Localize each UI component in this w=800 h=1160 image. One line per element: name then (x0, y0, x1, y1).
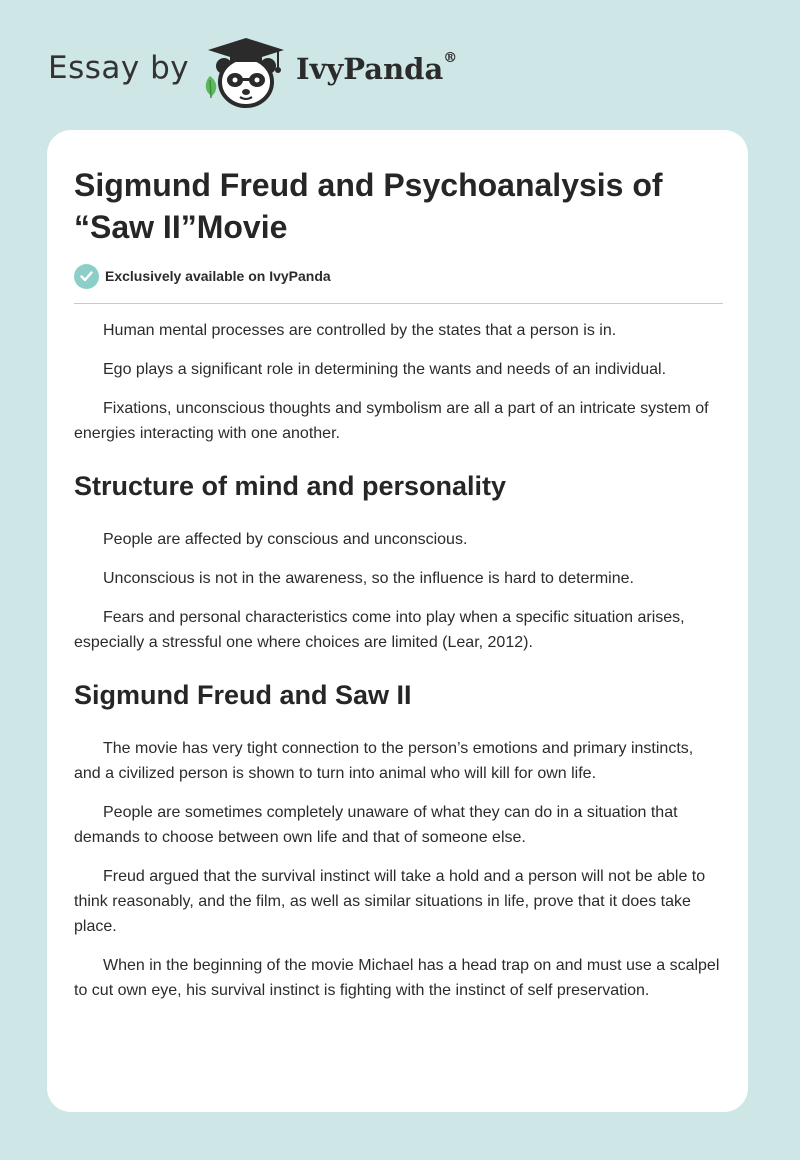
essay-by-label: Essay by (48, 50, 190, 86)
registered-mark: ® (443, 50, 458, 67)
essay-card (47, 130, 748, 1112)
paragraph: People are sometimes completely unaware of what they can do in a situation that demands to choose between own life and that of someone else. (74, 804, 678, 846)
exclusive-badge (74, 263, 331, 289)
essay-body (74, 318, 724, 1017)
paragraph: Unconscious is not in the awareness, so the influence is hard to determine. (103, 570, 634, 587)
paragraph: Freud argued that the survival instinct will take a hold and a person will not be able to think reasonably, and the film, as well as similar situations in life, prove that it does take place. (74, 868, 706, 935)
paragraph: When in the beginning of the movie Michael has a head trap on and must use a scalpel to cut own eye, his survival instinct is fighting with the instinct of self preservation. (74, 957, 720, 999)
paragraph: Ego plays a significant role in determining the wants and needs of an individual. (103, 361, 667, 378)
panda-logo-icon[interactable] (198, 30, 294, 110)
paragraph: Human mental processes are controlled by the states that a person is in. (103, 322, 617, 339)
site-header (0, 0, 800, 120)
brand-name[interactable] (296, 52, 457, 86)
title-divider (74, 303, 723, 304)
section-heading-saw: Sigmund Freud and Saw II (74, 680, 412, 710)
paragraph: Fixations, unconscious thoughts and symbolism are all a part of an intricate system of energies interacting with one another. (74, 400, 709, 442)
essay-title: Sigmund Freud and Psychoanalysis of “Saw II”Movie (74, 167, 663, 245)
paragraph: The movie has very tight connection to the person’s emotions and primary instincts, and a civilized person is shown to turn into animal who will kill for own life. (74, 740, 694, 782)
section-heading-structure: Structure of mind and personality (74, 471, 507, 501)
brand-text: IvyPanda (296, 52, 444, 86)
paragraph: Fears and personal characteristics come into play when a specific situation arises, especially a stressful one where choices are limited (Lear, 2012). (74, 609, 685, 651)
exclusive-badge-text: Exclusively available on IvyPanda (105, 268, 331, 284)
check-circle-icon (74, 264, 99, 289)
paragraph: People are affected by conscious and unconscious. (103, 531, 468, 548)
